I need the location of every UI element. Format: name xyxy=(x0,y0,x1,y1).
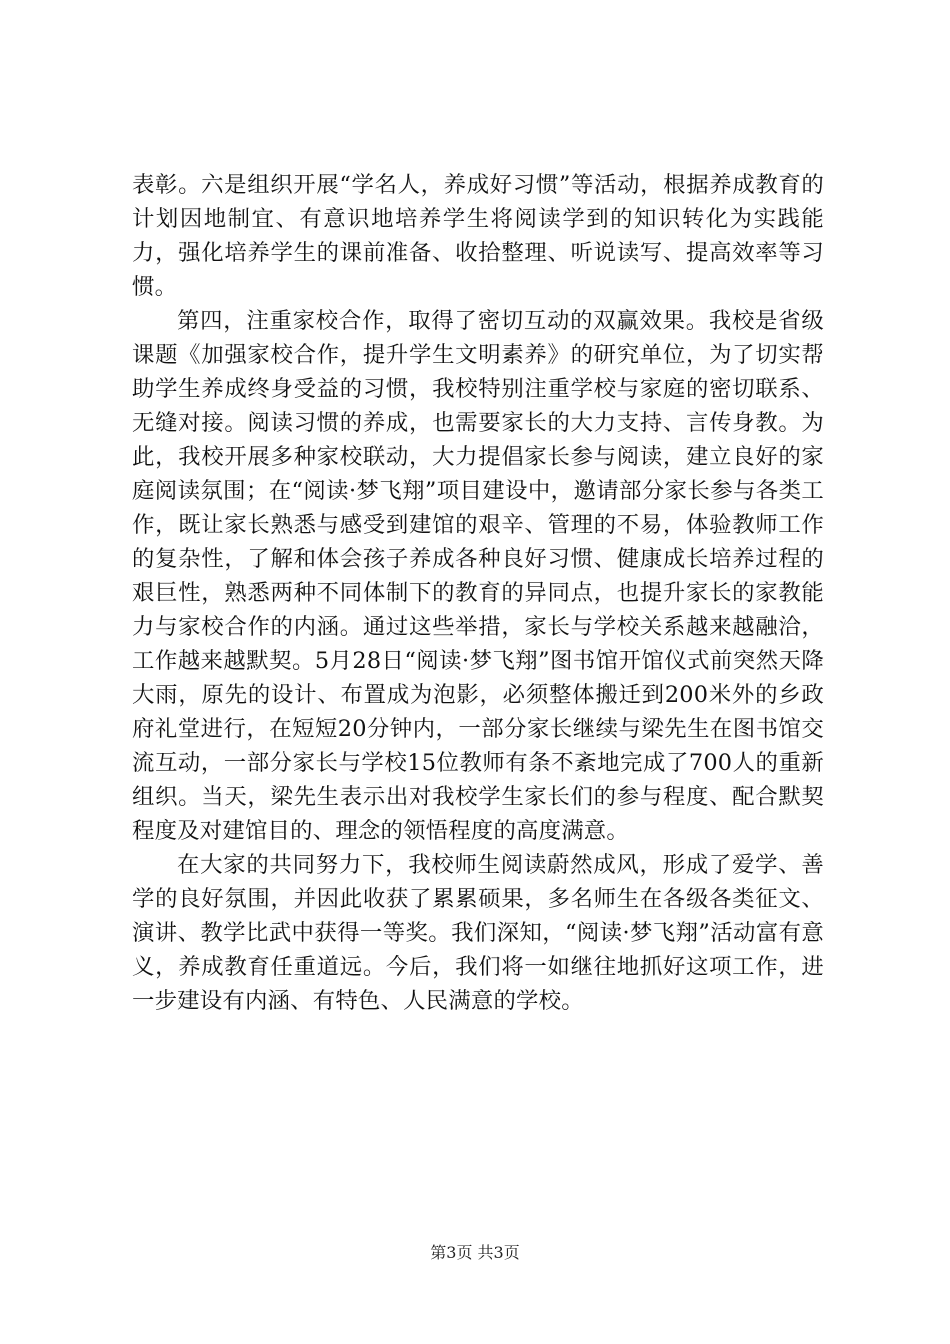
document-body xyxy=(132,168,824,1018)
page-footer: 第3页 共3页 xyxy=(430,1243,520,1262)
paragraph-3: 在大家的共同努力下，我校师生阅读蔚然成风，形成了爱学、善学的良好氛围，并因此收获了累累硕果，多名师生在各级各类征文、演讲、教学比武中获得一等奖。我们深知，“阅读·梦飞翔”活动富有意义，养成教育任重道远。今后，我们将一如继往地抓好这项工作，进一步建设有内涵、有特色、人民满意的学校。 xyxy=(132,852,824,1014)
paragraph-2: 第四，注重家校合作，取得了密切互动的双赢效果。我校是省级课题《加强家校合作，提升学生文明素养》的研究单位，为了切实帮助学生养成终身受益的习惯，我校特别注重学校与家庭的密切联系、无缝对接。阅读习惯的养成，也需要家长的大力支持、言传身教。为此，我校开展多种家校联动，大力提倡家长参与阅读，建立良好的家庭阅读氛围；在“阅读·梦飞翔”项目建设中，邀请部分家长参与各类工作，既让家长熟悉与感受到建馆的艰辛、管理的不易，体验教师工作的复杂性，了解和体会孩子养成各种良好习惯、健康成长培养过程的艰巨性，熟悉两种不同体制下的教育的异同点，也提升家长的家教能力与家校合作的内涵。通过这些举措，家长与学校关系越来越融洽，工作越来越默契。5月28日“阅读·梦飞翔”图书馆开馆仪式前突然天降大雨，原先的设计、布置成为泡影，必须整体搬迁到200米外的乡政府礼堂进行，在短短20分钟内，一部分家长继续与梁先生在图书馆交流互动，一部分家长与学校15位教师有条不紊地完成了700人的重新组织。当天，梁先生表示出对我校学生家长们的参与程度、配合默契程度及对建馆目的、理念的领悟程度的高度满意。 xyxy=(132,308,824,844)
paragraph-1: 表彰。六是组织开展“学名人，养成好习惯”等活动，根据养成教育的计划因地制宜、有意识地培养学生将阅读学到的知识转化为实践能力，强化培养学生的课前准备、收拾整理、听说读写、提高效率等习惯。 xyxy=(132,172,824,300)
